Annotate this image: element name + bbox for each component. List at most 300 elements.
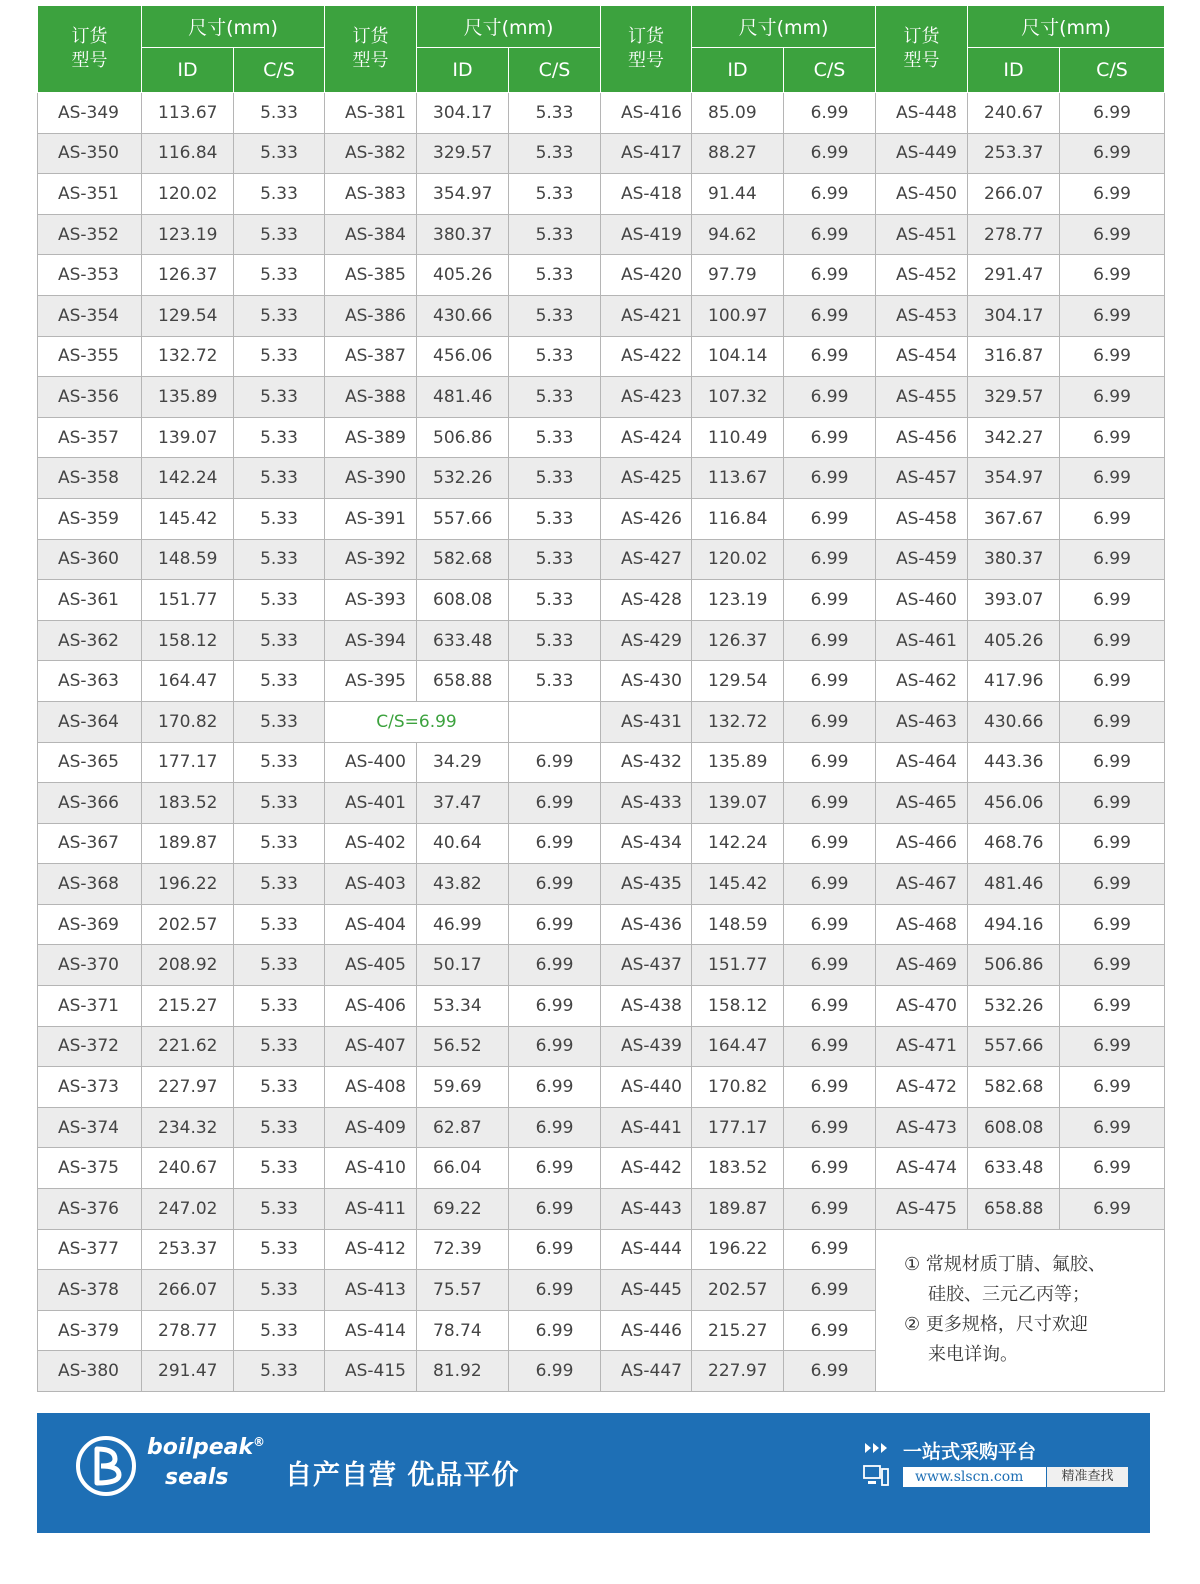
cell-model: AS-429 xyxy=(601,620,692,661)
brand-subname: seals xyxy=(165,1465,229,1490)
table-header xyxy=(38,6,1165,93)
cell-id: 253.37 xyxy=(142,1229,234,1270)
table-row xyxy=(38,1148,1165,1189)
cell-id: 148.59 xyxy=(142,539,234,580)
cell-model: AS-368 xyxy=(38,864,142,905)
cell-cs: 6.99 xyxy=(784,1229,876,1270)
cell-model: AS-444 xyxy=(601,1229,692,1270)
header-id: ID xyxy=(417,48,509,93)
cell-model: AS-361 xyxy=(38,580,142,621)
cell-id: 658.88 xyxy=(417,661,509,702)
header-order-model xyxy=(601,6,692,93)
cell-id: 532.26 xyxy=(417,458,509,499)
cell-cs: 5.33 xyxy=(234,661,325,702)
cell-model: AS-457 xyxy=(876,458,968,499)
table-row xyxy=(38,458,1165,499)
cell-model: AS-421 xyxy=(601,295,692,336)
table-row xyxy=(38,661,1165,702)
cell-id: 135.89 xyxy=(692,742,784,783)
cell-id: 91.44 xyxy=(692,174,784,215)
cell-id: 183.52 xyxy=(142,783,234,824)
cell-cs: 6.99 xyxy=(1060,417,1165,458)
cell-cs: 5.33 xyxy=(234,1229,325,1270)
cell-cs: 6.99 xyxy=(784,783,876,824)
cell-id: 278.77 xyxy=(142,1310,234,1351)
cell-model: AS-375 xyxy=(38,1148,142,1189)
cell-model: AS-450 xyxy=(876,174,968,215)
cell-id: 85.09 xyxy=(692,93,784,134)
cell-id: 291.47 xyxy=(142,1351,234,1392)
cell-id: 123.19 xyxy=(692,580,784,621)
header-order-model xyxy=(876,6,968,93)
cell-id: 240.67 xyxy=(142,1148,234,1189)
cell-cs: 6.99 xyxy=(1060,661,1165,702)
cell-cs: 5.33 xyxy=(234,417,325,458)
cell-model: AS-360 xyxy=(38,539,142,580)
cell-id: 129.54 xyxy=(692,661,784,702)
cell-id: 240.67 xyxy=(968,93,1060,134)
cell-id: 456.06 xyxy=(417,336,509,377)
cell-model: AS-389 xyxy=(325,417,417,458)
cell-id: 132.72 xyxy=(692,701,784,742)
cell-model: AS-459 xyxy=(876,539,968,580)
table-row xyxy=(38,295,1165,336)
cell-id: 227.97 xyxy=(692,1351,784,1392)
cell-model: AS-463 xyxy=(876,701,968,742)
cell-cs: 5.33 xyxy=(509,295,601,336)
cell-model: AS-370 xyxy=(38,945,142,986)
cell-id: 227.97 xyxy=(142,1067,234,1108)
cell-cs: 5.33 xyxy=(234,1148,325,1189)
cell-cs: 5.33 xyxy=(234,133,325,174)
table-row xyxy=(38,336,1165,377)
cell-id: 304.17 xyxy=(968,295,1060,336)
cell-cs: 5.33 xyxy=(509,539,601,580)
cell-id: 43.82 xyxy=(417,864,509,905)
cell-model: AS-437 xyxy=(601,945,692,986)
cell-model: AS-415 xyxy=(325,1351,417,1392)
cell-id: 221.62 xyxy=(142,1026,234,1067)
cell-cs: 6.99 xyxy=(509,1026,601,1067)
cell-model: AS-364 xyxy=(38,701,142,742)
cell-model: AS-461 xyxy=(876,620,968,661)
cell-model: AS-434 xyxy=(601,823,692,864)
cell-id: 608.08 xyxy=(417,580,509,621)
cell-model: AS-406 xyxy=(325,986,417,1027)
cell-cs: 6.99 xyxy=(509,1189,601,1230)
cell-cs: 6.99 xyxy=(1060,295,1165,336)
table-row xyxy=(38,1189,1165,1230)
cell-model: AS-427 xyxy=(601,539,692,580)
header-model-line1: 订货 xyxy=(903,26,940,47)
header-size-mm: 尺寸(mm) xyxy=(417,6,601,48)
cell-model: AS-382 xyxy=(325,133,417,174)
cell-cs: 5.33 xyxy=(234,93,325,134)
cell-cs: 6.99 xyxy=(784,336,876,377)
cell-cs: 6.99 xyxy=(509,1351,601,1392)
cell-cs: 6.99 xyxy=(784,1310,876,1351)
note-2: ② 更多规格，尺寸欢迎 xyxy=(904,1314,1088,1336)
header-size-mm: 尺寸(mm) xyxy=(142,6,325,48)
cell-cs: 6.99 xyxy=(1060,133,1165,174)
cell-id: 151.77 xyxy=(692,945,784,986)
cell-model: AS-405 xyxy=(325,945,417,986)
cell-id: 278.77 xyxy=(968,214,1060,255)
cell-model: AS-455 xyxy=(876,377,968,418)
table-row xyxy=(38,214,1165,255)
cell-cs: 6.99 xyxy=(784,458,876,499)
cell-model: AS-473 xyxy=(876,1107,968,1148)
cell-model: AS-391 xyxy=(325,498,417,539)
cell-model: AS-413 xyxy=(325,1270,417,1311)
table-body xyxy=(38,93,1165,1392)
cell-model: AS-351 xyxy=(38,174,142,215)
cell-model: AS-359 xyxy=(38,498,142,539)
cell-model: AS-357 xyxy=(38,417,142,458)
cell-model: AS-446 xyxy=(601,1310,692,1351)
cell-cs: 5.33 xyxy=(234,1067,325,1108)
precise-search-button[interactable]: 精准查找 xyxy=(1047,1467,1128,1487)
cell-model: AS-431 xyxy=(601,701,692,742)
cell-cs: 6.99 xyxy=(509,864,601,905)
header-order-model xyxy=(38,6,142,93)
cell-model: AS-403 xyxy=(325,864,417,905)
table-row xyxy=(38,498,1165,539)
cell-model: AS-436 xyxy=(601,904,692,945)
brand-name: boilpeak xyxy=(147,1435,254,1460)
cell-id: 116.84 xyxy=(692,498,784,539)
cell-cs: 5.33 xyxy=(509,174,601,215)
cell-model: AS-465 xyxy=(876,783,968,824)
cell-cs: 5.33 xyxy=(234,742,325,783)
cell-id: 170.82 xyxy=(692,1067,784,1108)
cell-id: 40.64 xyxy=(417,823,509,864)
cell-cs: 5.33 xyxy=(234,498,325,539)
header-cs: C/S xyxy=(234,48,325,93)
cell-cs: 5.33 xyxy=(234,174,325,215)
cell-cs: 6.99 xyxy=(784,1270,876,1311)
cell-model: AS-475 xyxy=(876,1189,968,1230)
cell-model: AS-365 xyxy=(38,742,142,783)
cell-id: 110.49 xyxy=(692,417,784,458)
cell-model: AS-460 xyxy=(876,580,968,621)
cell-cs: 5.33 xyxy=(509,620,601,661)
cell-id: 145.42 xyxy=(142,498,234,539)
cell-cs: 5.33 xyxy=(234,1310,325,1351)
cell-id: 202.57 xyxy=(142,904,234,945)
cell-cs: 6.99 xyxy=(1060,377,1165,418)
cell-cs: 5.33 xyxy=(234,620,325,661)
cell-cs: 5.33 xyxy=(234,1270,325,1311)
cell-cs: 5.33 xyxy=(234,783,325,824)
cell-id: 582.68 xyxy=(968,1067,1060,1108)
cell-model: AS-456 xyxy=(876,417,968,458)
cell-model: AS-373 xyxy=(38,1067,142,1108)
cell-model: AS-377 xyxy=(38,1229,142,1270)
cell-id: 329.57 xyxy=(968,377,1060,418)
cell-id: 50.17 xyxy=(417,945,509,986)
cell-cs: 5.33 xyxy=(509,580,601,621)
header-size-mm: 尺寸(mm) xyxy=(692,6,876,48)
table-row xyxy=(38,783,1165,824)
notes-box xyxy=(876,1229,1165,1391)
cell-id: 405.26 xyxy=(417,255,509,296)
cell-model: AS-417 xyxy=(601,133,692,174)
cell-model: AS-443 xyxy=(601,1189,692,1230)
table-row xyxy=(38,1229,1165,1270)
cell-cs: 6.99 xyxy=(784,1107,876,1148)
cell-cs: 5.33 xyxy=(234,336,325,377)
cell-id: 380.37 xyxy=(417,214,509,255)
cell-id: 56.52 xyxy=(417,1026,509,1067)
cell-model: AS-442 xyxy=(601,1148,692,1189)
note-2-cont: 来电详询。 xyxy=(928,1344,1018,1366)
cell-id: 53.34 xyxy=(417,986,509,1027)
cell-model: AS-410 xyxy=(325,1148,417,1189)
table-row xyxy=(38,174,1165,215)
cell-cs: 6.99 xyxy=(1060,1067,1165,1108)
cell-model: AS-440 xyxy=(601,1067,692,1108)
cell-id: 145.42 xyxy=(692,864,784,905)
cell-cs: 5.33 xyxy=(509,417,601,458)
cell-id: 532.26 xyxy=(968,986,1060,1027)
cell-cs: 5.33 xyxy=(234,904,325,945)
cell-cs: 5.33 xyxy=(509,255,601,296)
cell-cs: 5.33 xyxy=(234,864,325,905)
cell-model: AS-355 xyxy=(38,336,142,377)
cell-cs: 6.99 xyxy=(784,1189,876,1230)
cell-cs: 5.33 xyxy=(509,377,601,418)
cell-id: 266.07 xyxy=(142,1270,234,1311)
cell-model: AS-379 xyxy=(38,1310,142,1351)
table-row xyxy=(38,945,1165,986)
cell-model: AS-367 xyxy=(38,823,142,864)
cell-id: 215.27 xyxy=(142,986,234,1027)
cell-model: AS-471 xyxy=(876,1026,968,1067)
cell-id: 443.36 xyxy=(968,742,1060,783)
table-row xyxy=(38,823,1165,864)
cell-model: AS-433 xyxy=(601,783,692,824)
cell-model: AS-420 xyxy=(601,255,692,296)
header-model-line1: 订货 xyxy=(352,26,389,47)
cell-id: 139.07 xyxy=(692,783,784,824)
cell-cs: 5.33 xyxy=(509,336,601,377)
cell-cs: 6.99 xyxy=(1060,864,1165,905)
header-size-mm: 尺寸(mm) xyxy=(968,6,1165,48)
cell-cs: 6.99 xyxy=(1060,580,1165,621)
cell-model: AS-467 xyxy=(876,864,968,905)
cell-model: AS-363 xyxy=(38,661,142,702)
cell-id: 34.29 xyxy=(417,742,509,783)
cell-model: AS-350 xyxy=(38,133,142,174)
cell-cs: 6.99 xyxy=(1060,1189,1165,1230)
cell-id: 170.82 xyxy=(142,701,234,742)
header-model-line2: 型号 xyxy=(71,50,108,71)
cell-id: 120.02 xyxy=(142,174,234,215)
cell-cs: 6.99 xyxy=(784,295,876,336)
cell-cs: 6.99 xyxy=(509,1229,601,1270)
cell-cs: 6.99 xyxy=(509,823,601,864)
cell-cs: 6.99 xyxy=(1060,783,1165,824)
cell-model: AS-392 xyxy=(325,539,417,580)
cell-cs: 6.99 xyxy=(784,1067,876,1108)
cell-id: 304.17 xyxy=(417,93,509,134)
cell-cs: 5.33 xyxy=(509,498,601,539)
header-model-line2: 型号 xyxy=(628,50,664,71)
cell-id: 430.66 xyxy=(968,701,1060,742)
cell-id: 608.08 xyxy=(968,1107,1060,1148)
cell-model: AS-383 xyxy=(325,174,417,215)
cell-cs: 6.99 xyxy=(784,1351,876,1392)
cell-cs: 5.33 xyxy=(234,377,325,418)
cell-id: 69.22 xyxy=(417,1189,509,1230)
cell-cs: 5.33 xyxy=(234,255,325,296)
cell-cs: 6.99 xyxy=(784,133,876,174)
cell-id: 183.52 xyxy=(692,1148,784,1189)
header-model-line1: 订货 xyxy=(71,26,108,47)
header-id: ID xyxy=(142,48,234,93)
cell-model: AS-416 xyxy=(601,93,692,134)
cell-model: AS-426 xyxy=(601,498,692,539)
cell-model: AS-356 xyxy=(38,377,142,418)
cell-model: AS-470 xyxy=(876,986,968,1027)
cell-model: AS-354 xyxy=(38,295,142,336)
cell-id: 329.57 xyxy=(417,133,509,174)
cell-model: AS-474 xyxy=(876,1148,968,1189)
cell-cs: 6.99 xyxy=(784,864,876,905)
cell-id: 164.47 xyxy=(142,661,234,702)
header-cs: C/S xyxy=(509,48,601,93)
cell-id: 81.92 xyxy=(417,1351,509,1392)
cell-id: 557.66 xyxy=(968,1026,1060,1067)
cell-id: 393.07 xyxy=(968,580,1060,621)
cell-id: 557.66 xyxy=(417,498,509,539)
cell-cs: 6.99 xyxy=(509,1148,601,1189)
cell-cs: 5.33 xyxy=(234,539,325,580)
cell-cs: 6.99 xyxy=(509,1107,601,1148)
header-model-line2: 型号 xyxy=(352,50,389,71)
cell-cs: 6.99 xyxy=(509,945,601,986)
computer-icon xyxy=(863,1465,889,1487)
cell-model: AS-401 xyxy=(325,783,417,824)
cell-id: 132.72 xyxy=(142,336,234,377)
cell-model: AS-358 xyxy=(38,458,142,499)
cell-cs: 5.33 xyxy=(234,945,325,986)
cell-id: 582.68 xyxy=(417,539,509,580)
cell-model: AS-422 xyxy=(601,336,692,377)
cell-id: 88.27 xyxy=(692,133,784,174)
cell-model: AS-366 xyxy=(38,783,142,824)
cell-model: AS-414 xyxy=(325,1310,417,1351)
cell-model: AS-468 xyxy=(876,904,968,945)
cell-cs: 6.99 xyxy=(784,214,876,255)
cell-cs: 6.99 xyxy=(784,1148,876,1189)
cell-model: AS-387 xyxy=(325,336,417,377)
cell-id: 94.62 xyxy=(692,214,784,255)
cell-cs: 5.33 xyxy=(509,458,601,499)
table-row xyxy=(38,986,1165,1027)
cell-id: 316.87 xyxy=(968,336,1060,377)
cell-cs: 6.99 xyxy=(1060,458,1165,499)
cell-id: 139.07 xyxy=(142,417,234,458)
cell-cs: 6.99 xyxy=(509,1270,601,1311)
table-row xyxy=(38,133,1165,174)
cell-id: 126.37 xyxy=(692,620,784,661)
table-row xyxy=(38,864,1165,905)
cell-cs: 5.33 xyxy=(509,661,601,702)
cell-model: AS-380 xyxy=(38,1351,142,1392)
cell-cs: 6.99 xyxy=(1060,945,1165,986)
cell-id: 62.87 xyxy=(417,1107,509,1148)
cell-model: AS-393 xyxy=(325,580,417,621)
cell-id: 120.02 xyxy=(692,539,784,580)
cell-cs: 6.99 xyxy=(1060,336,1165,377)
cell-model: AS-407 xyxy=(325,1026,417,1067)
cell-model: AS-441 xyxy=(601,1107,692,1148)
cell-model: AS-454 xyxy=(876,336,968,377)
cell-cs: 6.99 xyxy=(1060,620,1165,661)
cell-model: AS-447 xyxy=(601,1351,692,1392)
table-row xyxy=(38,255,1165,296)
cell-cs: 6.99 xyxy=(1060,1107,1165,1148)
cell-id: 430.66 xyxy=(417,295,509,336)
cell-cs: 5.33 xyxy=(234,1351,325,1392)
cell-model: AS-402 xyxy=(325,823,417,864)
cell-id: 177.17 xyxy=(692,1107,784,1148)
cell-id: 494.16 xyxy=(968,904,1060,945)
cell-cs: 5.33 xyxy=(234,1107,325,1148)
cell-cs: 5.33 xyxy=(509,214,601,255)
cell-id: 189.87 xyxy=(692,1189,784,1230)
cell-id: 142.24 xyxy=(692,823,784,864)
cell-cs: 6.99 xyxy=(1060,255,1165,296)
cell-cs: 5.33 xyxy=(234,701,325,742)
cell-cs: 6.99 xyxy=(784,661,876,702)
cell-model: AS-378 xyxy=(38,1270,142,1311)
cell-model: AS-428 xyxy=(601,580,692,621)
cell-id: 100.97 xyxy=(692,295,784,336)
cell-model: AS-408 xyxy=(325,1067,417,1108)
table-row xyxy=(38,417,1165,458)
cell-cs: 6.99 xyxy=(1060,174,1165,215)
cell-cs: 6.99 xyxy=(1060,93,1165,134)
header-cs: C/S xyxy=(1060,48,1165,93)
cell-cs: 6.99 xyxy=(784,986,876,1027)
cell-id: 123.19 xyxy=(142,214,234,255)
cell-id: 215.27 xyxy=(692,1310,784,1351)
website-url-box[interactable]: www.slscn.com xyxy=(903,1467,1046,1487)
cell-id: 142.24 xyxy=(142,458,234,499)
boilpeak-logo-icon xyxy=(75,1435,137,1497)
cell-model: AS-390 xyxy=(325,458,417,499)
cell-cs: 6.99 xyxy=(1060,986,1165,1027)
cell-cs: 6.99 xyxy=(1060,823,1165,864)
cell-model: AS-388 xyxy=(325,377,417,418)
cell-id: 189.87 xyxy=(142,823,234,864)
cell-cs: 5.33 xyxy=(234,1189,325,1230)
cell-id: 148.59 xyxy=(692,904,784,945)
cell-id: 107.32 xyxy=(692,377,784,418)
cell-model: AS-423 xyxy=(601,377,692,418)
table-row xyxy=(38,539,1165,580)
cell-id: 177.17 xyxy=(142,742,234,783)
cell-id: 46.99 xyxy=(417,904,509,945)
cell-model: AS-435 xyxy=(601,864,692,905)
cell-model: AS-353 xyxy=(38,255,142,296)
cell-id: 135.89 xyxy=(142,377,234,418)
cell-id: 72.39 xyxy=(417,1229,509,1270)
cell-cs: 6.99 xyxy=(1060,214,1165,255)
